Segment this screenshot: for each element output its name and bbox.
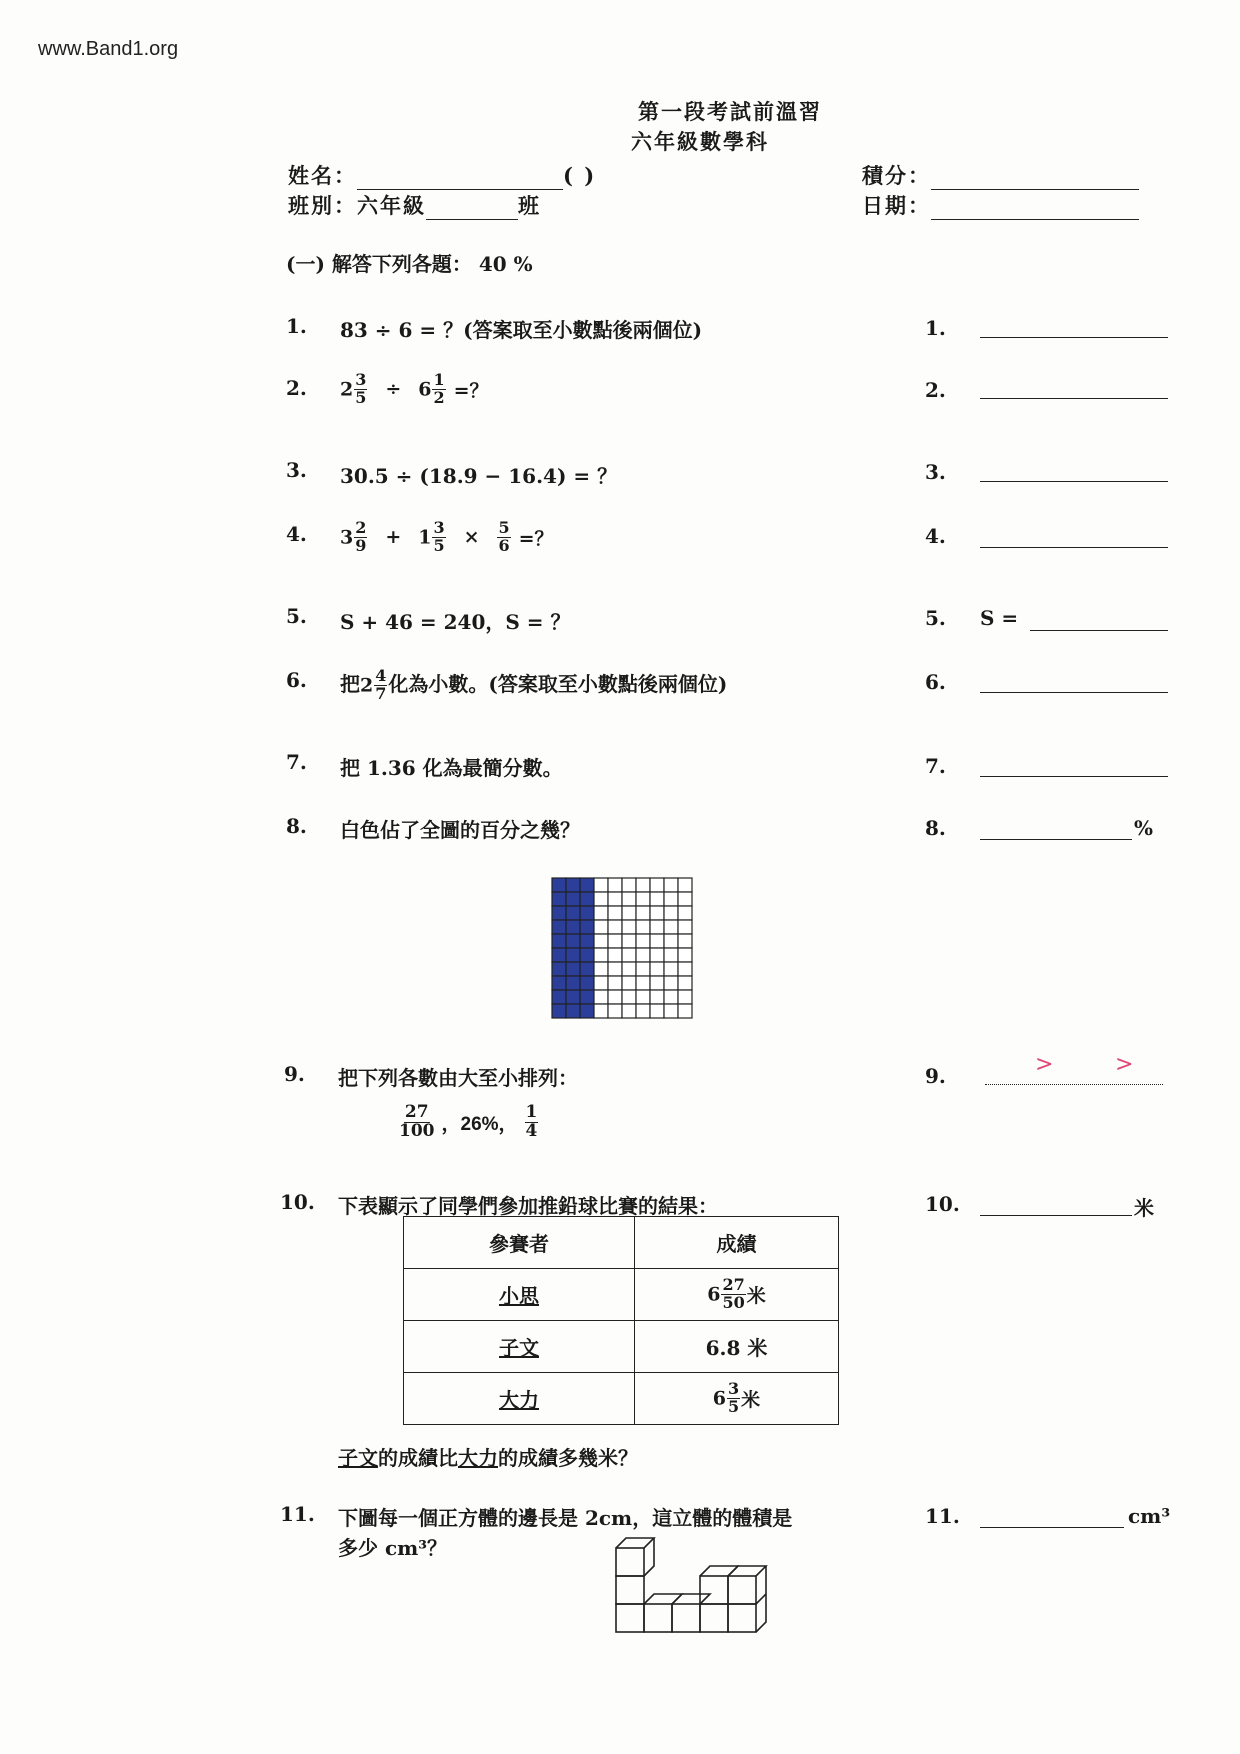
grid-cell-white (608, 948, 622, 962)
grid-cell-white (622, 962, 636, 976)
grid-cell-white (636, 976, 650, 990)
grid-cell-white (650, 934, 664, 948)
q3-answer-line[interactable] (980, 481, 1168, 482)
grid-cell-white (594, 948, 608, 962)
q4-fraction-2: $\frac{3}{5}$ (433, 518, 445, 555)
grid-cell-white (608, 920, 622, 934)
grid-cell-shaded (552, 990, 566, 1004)
grid-cell-white (650, 1004, 664, 1018)
grid-cell-white (664, 990, 678, 1004)
grid-cell-white (636, 878, 650, 892)
grid-cell-white (678, 934, 692, 948)
grid-cell-shaded (552, 934, 566, 948)
grid-cell-white (664, 948, 678, 962)
grid-cell-white (650, 920, 664, 934)
grid-cell-white (650, 976, 664, 990)
q10-followup (338, 1442, 638, 1471)
q5-number: 5. (286, 604, 307, 628)
grid-cell-shaded (580, 878, 594, 892)
q4-operator-1: + (385, 526, 402, 549)
grid-cell-white (678, 920, 692, 934)
grid-cell-white (608, 990, 622, 1004)
class-blank[interactable] (426, 219, 518, 220)
q2-operator: ÷ (385, 378, 402, 401)
grid-cell-white (636, 906, 650, 920)
grid-cell-white (594, 892, 608, 906)
grid-cell-shaded (580, 906, 594, 920)
grid-cell-shaded (566, 962, 580, 976)
number-paren: ( ) (563, 163, 597, 188)
grid-cell-shaded (566, 892, 580, 906)
grid-cell-white (594, 934, 608, 948)
grid-cell-white (636, 962, 650, 976)
grid-cell-white (664, 976, 678, 990)
q6-post: 化為小數。(答案取至小數點後兩個位) (388, 672, 728, 696)
grid-cell-white (594, 920, 608, 934)
grid-cell-white (608, 962, 622, 976)
grid-cell-white (622, 990, 636, 1004)
table-row (404, 1269, 839, 1321)
grid-cell-shaded (580, 976, 594, 990)
cube-stack-figure (610, 1530, 770, 1638)
q4-whole-2: 1 (418, 526, 432, 549)
q10-text: 下表顯示了同學們參加推鉛球比賽的結果： (338, 1194, 718, 1218)
q6-number: 6. (286, 668, 307, 692)
grid-cell-white (594, 878, 608, 892)
table-row (404, 1321, 839, 1373)
row2-result: 6.8 米 (635, 1321, 839, 1373)
grid-cell-white (622, 976, 636, 990)
grid-cell-white (608, 934, 622, 948)
grid-cell-shaded (552, 878, 566, 892)
q7-answer-number: 7. (925, 754, 946, 778)
grid-cell-white (622, 1004, 636, 1018)
grid-cell-white (636, 892, 650, 906)
q2-answer-number: 2. (925, 378, 946, 402)
q1-text: 83 ÷ 6 = ？(答案取至小數點後兩個位) (340, 318, 703, 342)
q6-answer-line[interactable] (980, 692, 1168, 693)
grid-cell-shaded (566, 920, 580, 934)
grid-cell-shaded (566, 906, 580, 920)
q4-answer-number: 4. (925, 524, 946, 548)
grid-cell-white (622, 948, 636, 962)
grid-cell-white (678, 892, 692, 906)
grid-cell-white (664, 934, 678, 948)
section-heading: (一) 解答下列各題： 40 % (286, 252, 533, 276)
q9-number: 9. (284, 1062, 305, 1086)
date-blank[interactable] (931, 219, 1139, 220)
q10-name-a: 子文 (338, 1446, 378, 1470)
results-table (403, 1216, 839, 1425)
grid-cell-shaded (580, 934, 594, 948)
grid-cell-white (664, 920, 678, 934)
q6-text (340, 668, 727, 703)
grid-cell-shaded (580, 920, 594, 934)
date-row (862, 190, 1139, 220)
q9-gt-mark-2: > (1115, 1052, 1134, 1077)
q10-answer-number: 10. (925, 1192, 960, 1216)
grid-cell-shaded (552, 906, 566, 920)
grid-cell-white (636, 1004, 650, 1018)
grid-cell-white (650, 892, 664, 906)
q1-answer-number: 1. (925, 316, 946, 340)
grid-cell-shaded (566, 948, 580, 962)
table-header-row (404, 1217, 839, 1269)
grid-cell-shaded (580, 962, 594, 976)
grid-cell-white (622, 906, 636, 920)
grid-cell-white (650, 878, 664, 892)
class-label: 班別：六年級 (288, 193, 426, 218)
class-row (288, 190, 541, 220)
grid-cell-white (650, 962, 664, 976)
q4-number: 4. (286, 522, 307, 546)
grid-cell-white (594, 1004, 608, 1018)
header-result: 成績 (635, 1217, 839, 1269)
q5-answer-number: 5. (925, 606, 946, 630)
grid-cell-white (622, 920, 636, 934)
grid-cell-white (650, 990, 664, 1004)
q8-answer-unit: % (1134, 816, 1154, 840)
q9-answer-number: 9. (925, 1064, 946, 1088)
grid-cell-white (622, 934, 636, 948)
q9-fraction-2: $\frac{1}{4}$ (525, 1102, 538, 1141)
name-row (288, 160, 596, 190)
grid-cell-white (678, 1004, 692, 1018)
q6-whole: 2 (360, 674, 374, 697)
q2-fraction-2: $\frac{1}{2}$ (433, 370, 445, 407)
q11-text-1: 下圖每一個正方體的邊長是 2cm，這立體的體積是 (338, 1506, 793, 1530)
grid-cell-white (594, 962, 608, 976)
class-suffix: 班 (518, 193, 541, 218)
grid-cell-white (678, 906, 692, 920)
row2-name: 子文 (499, 1336, 539, 1360)
q3-text: 30.5 ÷ (18.9 − 16.4) = ？ (340, 464, 618, 488)
q10-answer-line[interactable] (980, 1215, 1132, 1216)
grid-cell-shaded (580, 892, 594, 906)
grid-cell-white (664, 962, 678, 976)
score-label: 積分： (862, 163, 931, 188)
grid-cell-white (622, 878, 636, 892)
site-url: www.Band1.org (38, 38, 179, 60)
q2-fraction-1: $\frac{3}{5}$ (355, 370, 367, 407)
grid-cell-white (608, 906, 622, 920)
q9-text: 把下列各數由大至小排列： (338, 1066, 578, 1090)
q11-answer-line[interactable] (980, 1527, 1124, 1528)
q1-answer-line[interactable] (980, 337, 1168, 338)
q3-number: 3. (286, 458, 307, 482)
row1-name: 小思 (499, 1284, 539, 1308)
grid-cell-white (636, 948, 650, 962)
q11-text-2: 多少 cm³？ (338, 1536, 448, 1560)
q4-answer-line[interactable] (980, 547, 1168, 548)
q8-text: 白色佔了全圖的百分之幾？ (340, 818, 580, 842)
grid-cell-shaded (566, 990, 580, 1004)
name-label: 姓名： (288, 163, 357, 188)
q7-text: 把 1.36 化為最簡分數。 (340, 756, 563, 780)
q6-fraction: $\frac{4}{7}$ (375, 666, 387, 703)
grid-cell-shaded (580, 1004, 594, 1018)
q4-fraction-1: $\frac{2}{9}$ (355, 518, 367, 555)
q9-answer-line[interactable] (985, 1084, 1163, 1085)
grid-cell-white (608, 892, 622, 906)
q9-numbers (398, 1104, 539, 1141)
grid-cell-white (664, 906, 678, 920)
q10-follow-d: 的成績多幾米？ (498, 1446, 638, 1470)
table-row (404, 1373, 839, 1425)
q7-answer-line[interactable] (980, 776, 1168, 777)
q6-pre: 把 (340, 672, 360, 696)
grid-cell-white (678, 878, 692, 892)
grid-cell-white (678, 976, 692, 990)
grid-cell-white (664, 878, 678, 892)
q9-gt-mark-1: > (1035, 1052, 1054, 1077)
q10-follow-b: 的成績比 (378, 1446, 458, 1470)
q5-text: S + 46 = 240，S = ？ (340, 610, 571, 634)
grid-cell-shaded (552, 976, 566, 990)
q2-whole-2: 6 (418, 378, 432, 401)
grid-cell-white (650, 906, 664, 920)
grid-cell-white (650, 948, 664, 962)
q9-fraction-1: $\frac{27}{100}$ (399, 1102, 435, 1141)
grid-cell-white (622, 892, 636, 906)
q4-fraction-3: $\frac{5}{6}$ (498, 518, 510, 555)
q6-answer-number: 6. (925, 670, 946, 694)
q7-number: 7. (286, 750, 307, 774)
row3-result: 6 $\frac{3}{5}$ 米 (635, 1373, 839, 1425)
grid-cell-white (678, 962, 692, 976)
q2-whole-1: 2 (340, 378, 354, 401)
q10-number: 10. (280, 1190, 315, 1214)
grid-cell-white (594, 990, 608, 1004)
q1-number: 1. (286, 314, 307, 338)
grid-cell-white (608, 976, 622, 990)
grid-cell-white (636, 990, 650, 1004)
q4-operator-2: × (463, 526, 480, 549)
q2-number: 2. (286, 376, 307, 400)
hundred-grid (544, 870, 700, 1026)
q8-answer-number: 8. (925, 816, 946, 840)
q11-number: 11. (280, 1502, 315, 1526)
grid-cell-white (636, 920, 650, 934)
grid-cell-shaded (552, 1004, 566, 1018)
grid-cell-shaded (552, 892, 566, 906)
q8-answer-line[interactable] (980, 839, 1132, 840)
grid-cell-white (594, 906, 608, 920)
grid-cell-white (636, 934, 650, 948)
q5-answer-line[interactable] (1030, 630, 1168, 631)
q2-answer-line[interactable] (980, 398, 1168, 399)
row3-name: 大力 (499, 1388, 539, 1412)
grid-cell-shaded (552, 920, 566, 934)
grid-cell-shaded (566, 878, 580, 892)
q11-answer-number: 11. (925, 1504, 960, 1528)
row1-result: 6 $\frac{27}{50}$ 米 (635, 1269, 839, 1321)
q2-expression (340, 372, 489, 407)
grid-cell-white (608, 878, 622, 892)
q9-percent: ，26%， (441, 1113, 518, 1135)
q8-number: 8. (286, 814, 307, 838)
grid-cell-white (678, 990, 692, 1004)
q4-expression (340, 520, 554, 555)
q10-answer-unit: 米 (1134, 1196, 1154, 1220)
grid-cell-white (664, 1004, 678, 1018)
q2-tail: =？ (453, 379, 489, 402)
grid-cell-shaded (580, 990, 594, 1004)
q11-answer-unit: cm³ (1128, 1504, 1171, 1528)
q5-answer-prefix: S = (980, 606, 1019, 630)
grid-cell-white (594, 976, 608, 990)
exam-subtitle: 六年級數學科 (631, 129, 769, 154)
q10-name-b: 大力 (458, 1446, 498, 1470)
q4-whole-1: 3 (340, 526, 354, 549)
grid-cell-shaded (566, 976, 580, 990)
grid-cell-shaded (552, 962, 566, 976)
q3-answer-number: 3. (925, 460, 946, 484)
header-participant: 參賽者 (404, 1217, 635, 1269)
grid-cell-shaded (580, 948, 594, 962)
score-row (862, 160, 1139, 190)
grid-cell-shaded (552, 948, 566, 962)
q4-tail: =？ (518, 527, 554, 550)
grid-cell-shaded (566, 934, 580, 948)
date-label: 日期： (862, 193, 931, 218)
grid-cell-white (678, 948, 692, 962)
grid-cell-white (608, 1004, 622, 1018)
exam-title: 第一段考試前溫習 (638, 99, 822, 124)
grid-cell-shaded (566, 1004, 580, 1018)
grid-cell-white (664, 892, 678, 906)
